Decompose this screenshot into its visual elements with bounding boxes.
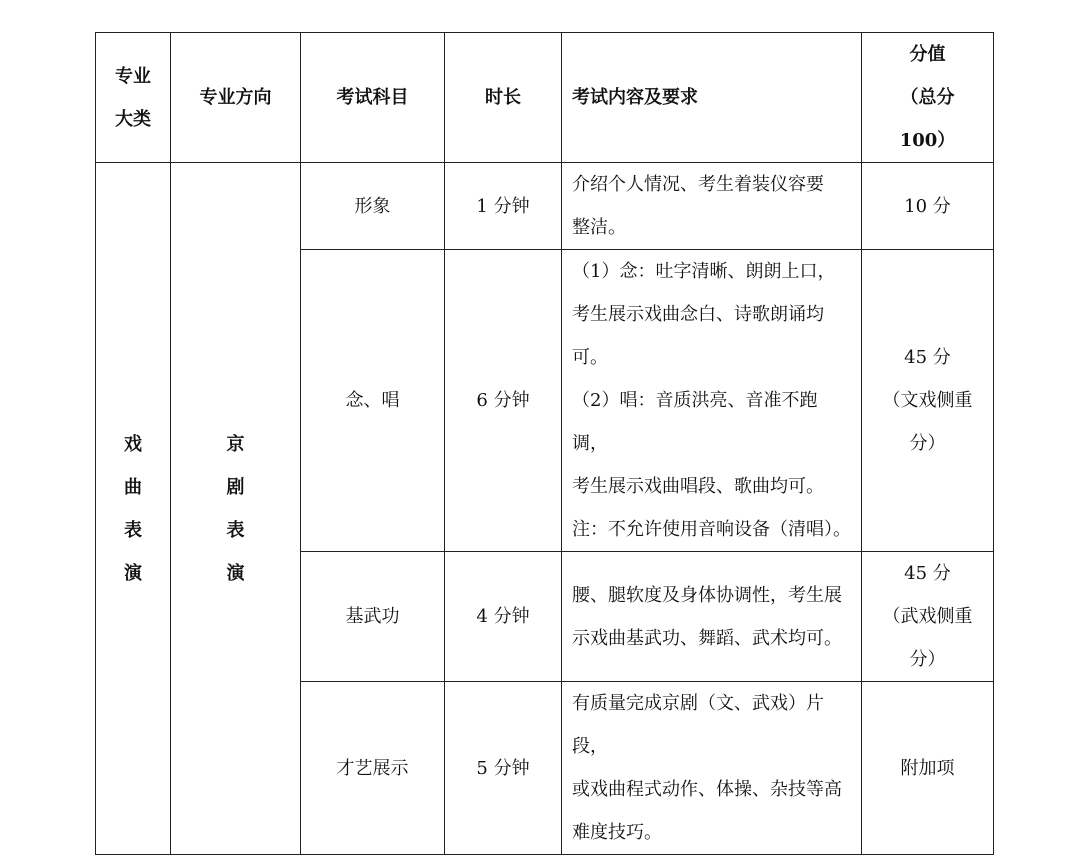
content-cell: 腰、腿软度及身体协调性，考生展 示戏曲基武功、舞蹈、武术均可。 bbox=[562, 552, 862, 682]
subject-cell: 基武功 bbox=[301, 552, 445, 682]
content-cell: 介绍个人情况、考生着装仪容要 整洁。 bbox=[562, 163, 862, 250]
score-cell: 45 分 （文戏侧重 分） bbox=[862, 250, 994, 552]
duration-cell: 1 分钟 bbox=[445, 163, 562, 250]
duration-cell: 4 分钟 bbox=[445, 552, 562, 682]
score-cell: 10 分 bbox=[862, 163, 994, 250]
duration-cell: 5 分钟 bbox=[445, 682, 562, 855]
duration-cell: 6 分钟 bbox=[445, 250, 562, 552]
content-cell: 有质量完成京剧（文、武戏）片段， 或戏曲程式动作、体操、杂技等高 难度技巧。 bbox=[562, 682, 862, 855]
direction-cell: 京 剧 表 演 bbox=[171, 163, 301, 855]
content-cell: （1）念：吐字清晰、朗朗上口， 考生展示戏曲念白、诗歌朗诵均 可。 （2）唱：音质洪亮、音准不跑调， 考生展示戏曲唱段、歌曲均可。 注：不允许使用音响设备（清唱）。 bbox=[562, 250, 862, 552]
header-subject: 考试科目 bbox=[301, 33, 445, 163]
score-cell: 45 分 （武戏侧重 分） bbox=[862, 552, 994, 682]
header-category: 专业 大类 bbox=[96, 33, 171, 163]
header-direction: 专业方向 bbox=[171, 33, 301, 163]
header-content: 考试内容及要求 bbox=[562, 33, 862, 163]
table-row bbox=[96, 163, 994, 250]
score-cell: 附加项 bbox=[862, 682, 994, 855]
table-header-row bbox=[96, 33, 994, 163]
category-cell: 戏 曲 表 演 bbox=[96, 163, 171, 855]
subject-cell: 才艺展示 bbox=[301, 682, 445, 855]
header-score: 分值 （总分 100） bbox=[862, 33, 994, 163]
subject-cell: 形象 bbox=[301, 163, 445, 250]
exam-requirements-table bbox=[95, 32, 994, 855]
subject-cell: 念、唱 bbox=[301, 250, 445, 552]
header-duration: 时长 bbox=[445, 33, 562, 163]
